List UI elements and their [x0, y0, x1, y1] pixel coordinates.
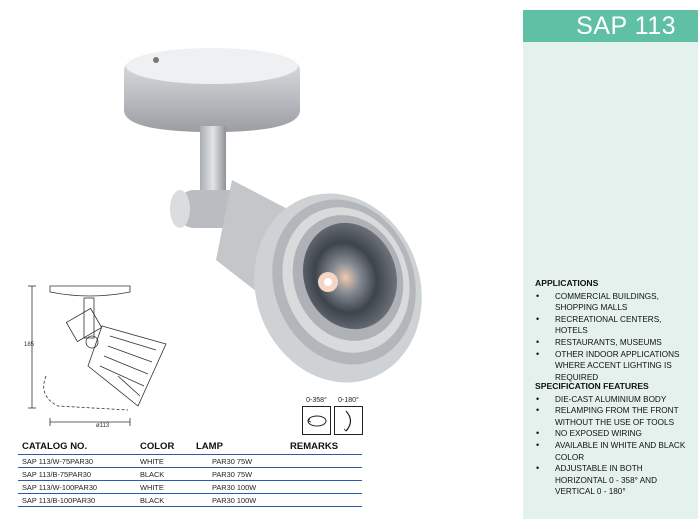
applications-item: • COMMERCIAL BUILDINGS, SHOPPING MALLS	[535, 291, 695, 314]
color-header: COLOR	[134, 440, 192, 455]
lamp-cell: PAR30 100W	[192, 494, 286, 507]
diameter-dimension: ø113	[96, 423, 110, 429]
horizontal-rotation-label: 0-358°	[306, 397, 327, 404]
remarks-header: REMARKS	[286, 440, 362, 455]
applications-item: • RECREATIONAL CENTERS, HOTELS	[535, 314, 695, 337]
remarks-cell	[286, 481, 362, 494]
height-dimension: 185	[24, 342, 35, 348]
table-row	[18, 468, 362, 481]
catalog-cell: SAP 113/B-100PAR30	[18, 494, 134, 507]
horizontal-rotation	[302, 396, 331, 435]
color-cell: BLACK	[134, 494, 192, 507]
catalog-cell: SAP 113/W-75PAR30	[18, 455, 134, 468]
applications-item: • RESTAURANTS, MUSEUMS	[535, 337, 695, 349]
lamp-header: LAMP	[192, 440, 286, 455]
color-cell: WHITE	[134, 481, 192, 494]
product-title: SAP 113	[523, 10, 698, 42]
features-item: • RELAMPING FROM THE FRONT WITHOUT THE USE OF TOOLS	[535, 405, 695, 428]
features-heading: SPECIFICATION FEATURES	[535, 381, 649, 391]
color-cell: WHITE	[134, 455, 192, 468]
color-cell: BLACK	[134, 468, 192, 481]
lamp-cell: PAR30 75W	[192, 455, 286, 468]
vertical-rotation-label: 0-180°	[338, 397, 359, 404]
features-item: • ADJUSTABLE IN BOTH HORIZONTAL 0 - 358° AND VERTICAL 0 - 180°	[535, 463, 695, 498]
table-row	[18, 455, 362, 468]
applications-item: • OTHER INDOOR APPLICATIONS WHERE ACCENT LIGHTING IS REQUIRED	[535, 349, 695, 384]
features-item: • AVAILABLE IN WHITE AND BLACK COLOR	[535, 440, 695, 463]
catalog-cell: SAP 113/B-75PAR30	[18, 468, 134, 481]
applications-heading: APPLICATIONS	[535, 278, 599, 288]
remarks-cell	[286, 494, 362, 507]
table-header-row	[18, 440, 362, 455]
features-section	[535, 381, 695, 498]
vertical-rotation	[334, 396, 363, 435]
remarks-cell	[286, 455, 362, 468]
catalog-cell: SAP 113/W-100PAR30	[18, 481, 134, 494]
table-row	[18, 481, 362, 494]
horizontal-rotation-icon	[306, 413, 328, 429]
vertical-rotation-icon	[341, 409, 357, 433]
remarks-cell	[286, 468, 362, 481]
lamp-cell: PAR30 100W	[192, 481, 286, 494]
technical-drawing	[18, 276, 178, 436]
table-row	[18, 494, 362, 507]
lamp-cell: PAR30 75W	[192, 468, 286, 481]
catalog-table	[18, 440, 362, 507]
features-item: • DIE-CAST ALUMINIUM BODY	[535, 394, 695, 406]
features-item: • NO EXPOSED WIRING	[535, 428, 695, 440]
applications-section	[535, 278, 695, 383]
catalog-header: CATALOG NO.	[18, 440, 134, 455]
